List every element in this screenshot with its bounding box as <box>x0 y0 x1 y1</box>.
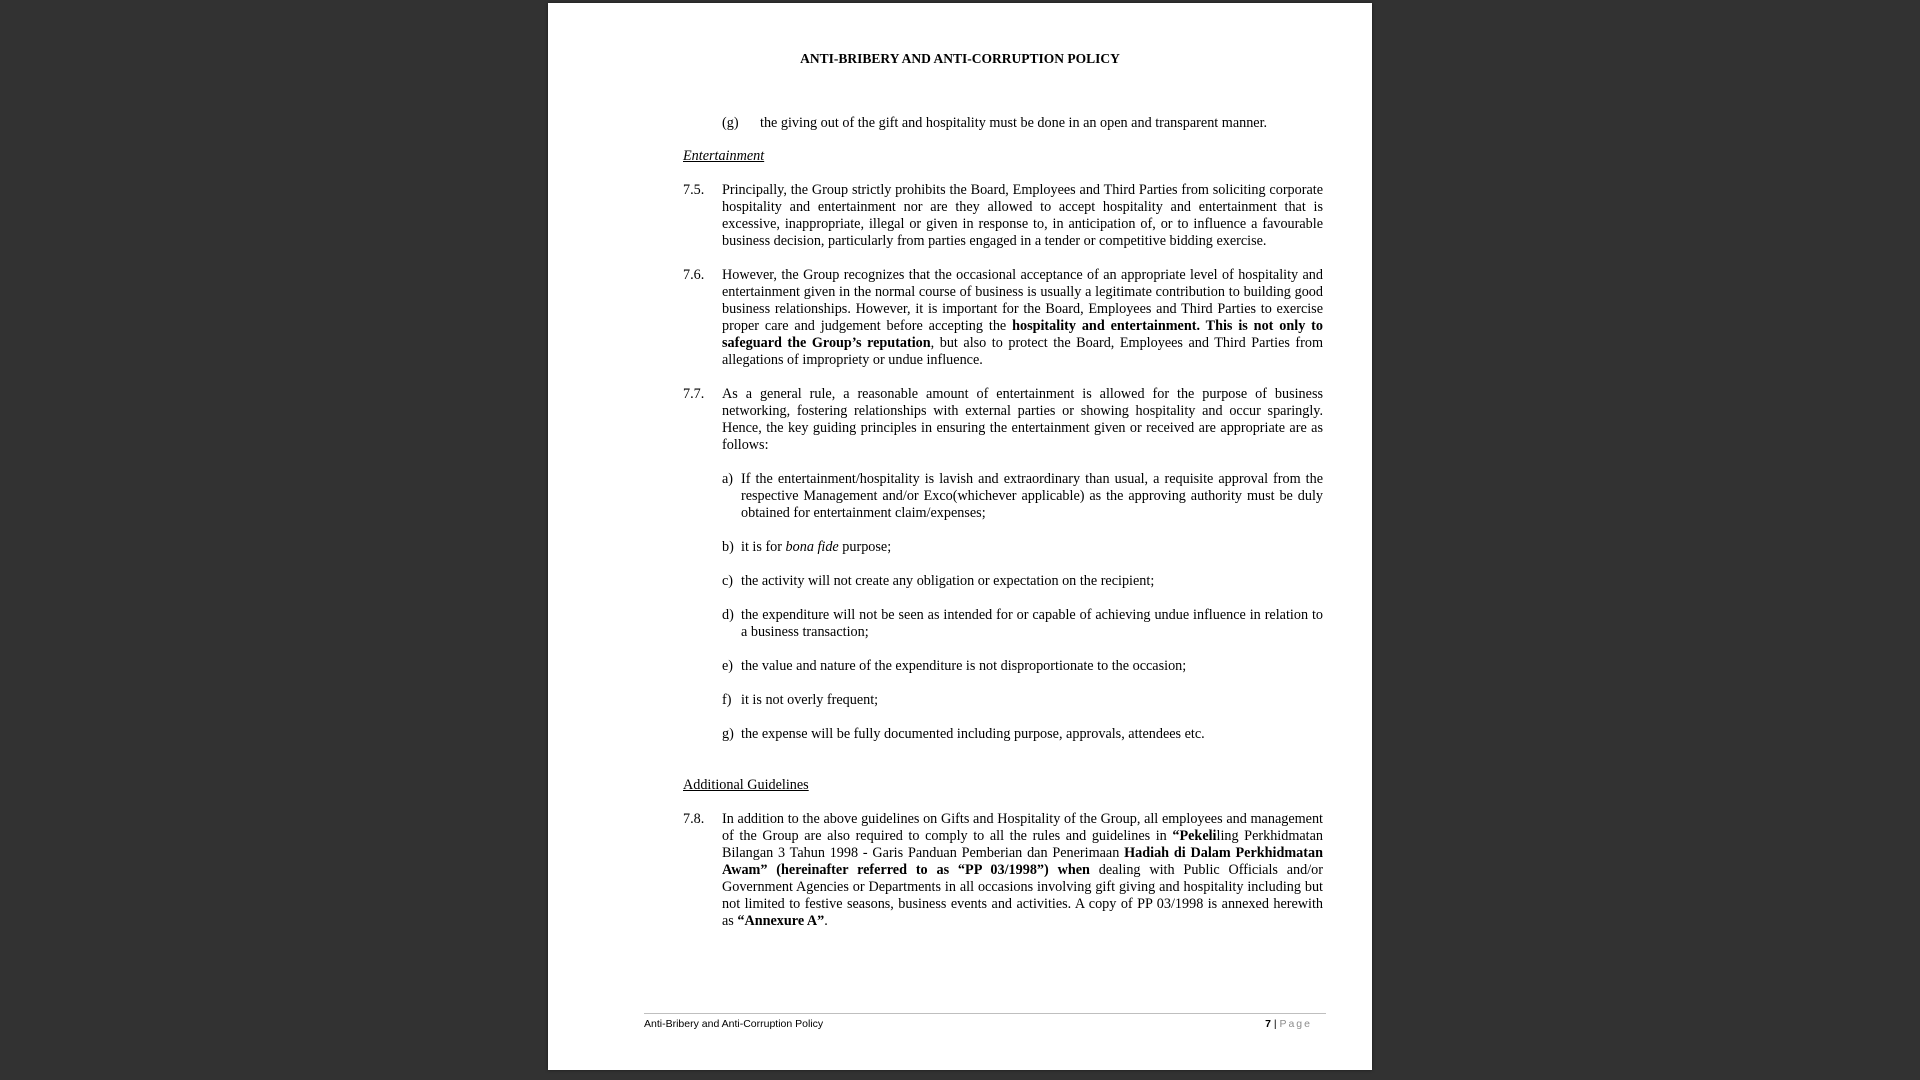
list-item-text: If the entertainment/hospitality is lavish and extraordinary than usual, a requisite approval from the respective Management and/or Exco(whichever applicable) as the approving authority must be duly obtained for entertainment claim/expenses; <box>741 471 1323 521</box>
document-page <box>548 3 1372 1070</box>
clause-number: 7.7. <box>683 386 705 402</box>
list-item-b <box>722 539 1323 556</box>
clause-number: 7.8. <box>683 811 705 827</box>
list-item-a <box>722 471 1323 522</box>
section-heading-additional-guidelines: Additional Guidelines <box>683 777 809 793</box>
list-item-text: purpose; <box>838 539 892 555</box>
list-item-text: the giving out of the gift and hospitality must be done in an open and transparent manner. <box>760 115 1268 131</box>
clause-text-bold: “Annexure A” <box>737 913 825 929</box>
clause-7-8 <box>683 811 1323 930</box>
clause-text: . <box>824 913 828 929</box>
section-heading-entertainment: Entertainment <box>683 148 765 164</box>
clause-number: 7.6. <box>683 267 705 283</box>
footer-document-title: Anti-Bribery and Anti-Corruption Policy <box>644 1018 824 1030</box>
list-item-label: g) <box>722 726 734 742</box>
footer-page-word: Page <box>1279 1018 1312 1030</box>
list-item-text: the value and nature of the expenditure is not disproportionate to the occasion; <box>741 658 1187 674</box>
list-item-text: the expenditure will not be seen as intended for or capable of achieving undue influence in relation to a business transaction; <box>741 607 1323 640</box>
list-item-text: the activity will not create any obligation or expectation on the recipient; <box>741 573 1155 589</box>
footer-page-number: 7 <box>1265 1018 1271 1030</box>
clause-number: 7.5. <box>683 182 705 198</box>
clause-text: dealing with Public Officials and/or Government Agencies or Departments in all occasions involving gift giving and hospitality including but not limited to festive seasons, business events and activities. A copy of PP 03/1998 is annexed herewith as <box>722 862 1323 929</box>
page-content <box>683 115 1323 947</box>
list-item-label: e) <box>722 658 734 674</box>
list-item-g <box>722 115 1323 132</box>
list-item-label: a) <box>722 471 734 487</box>
clause-text: As a general rule, a reasonable amount of entertainment is allowed for the purpose of business networking, fostering relationships with external parties or showing hospitality and occur sparingly. Hence, the key guiding principles in ensuring the entertainment given or received are appropriate are as follows: <box>722 386 1323 453</box>
clause-text: , but also to protect the Board, Employees and Third Parties from allegations of impropriety or undue influence. <box>722 335 1323 368</box>
page-header-title: ANTI-BRIBERY AND ANTI-CORRUPTION POLICY <box>800 51 1120 66</box>
clause-7-7 <box>683 386 1323 454</box>
clause-text: In addition to the above guidelines on Gifts and Hospitality of the Group, all employees and management of the Group are also required to comply to all the rules and guidelines in <box>722 811 1323 844</box>
guiding-principles-list <box>722 471 1323 743</box>
clause-text: Principally, the Group strictly prohibits the Board, Employees and Third Parties from soliciting corporate hospitality and entertainment nor are they allowed to accept hospitality and entertainment that is excessive, inappropriate, illegal or given in response to, in anticipation of, or to influence a favourable business decision, particularly from parties engaged in a tender or competitive bidding exercise. <box>722 182 1323 249</box>
list-item-text: the expense will be fully documented including purpose, approvals, attendees etc. <box>741 726 1205 742</box>
list-item-label: b) <box>722 539 734 555</box>
clause-text: ling Perkhidmatan Bilangan 3 Tahun 1998 - Garis Panduan Pemberian dan Penerimaan <box>722 828 1323 861</box>
clause-text: However, the Group recognizes that the occasional acceptance of an appropriate level of hospitality and entertainment given in the normal course of business is usually a legitimate contribution to building good business relationships. However, it is important for the Board, Employees and Third Parties to exercise proper care and judgement before accepting the <box>722 267 1323 334</box>
list-item-text-italic: bona fide <box>785 539 839 555</box>
footer-separator: | <box>1270 1018 1280 1030</box>
list-item-label: (g) <box>722 115 739 131</box>
list-item-e <box>722 658 1323 675</box>
list-item-text: it is for <box>741 539 786 555</box>
list-item-f <box>722 692 1323 709</box>
clause-text-bold: hospitality and entertainment. This is not only to safeguard the Group’s reputation <box>722 318 1323 351</box>
list-item-d <box>722 607 1323 641</box>
list-item-g2 <box>722 726 1323 743</box>
list-item-c <box>722 573 1323 590</box>
clause-7-5 <box>683 182 1323 250</box>
list-item-label: f) <box>722 692 732 708</box>
clause-text-bold: “Pekeli <box>1172 828 1217 844</box>
list-item-label: d) <box>722 607 734 623</box>
list-item-label: c) <box>722 573 734 589</box>
clause-7-6 <box>683 267 1323 369</box>
page-footer <box>644 1013 1326 1030</box>
clause-text-bold: Hadiah di Dalam Perkhidmatan Awam” (hereinafter referred to as “PP 03/1998”) when <box>722 845 1323 878</box>
list-item-text: it is not overly frequent; <box>741 692 879 708</box>
footer-page-indicator <box>1265 1018 1312 1030</box>
